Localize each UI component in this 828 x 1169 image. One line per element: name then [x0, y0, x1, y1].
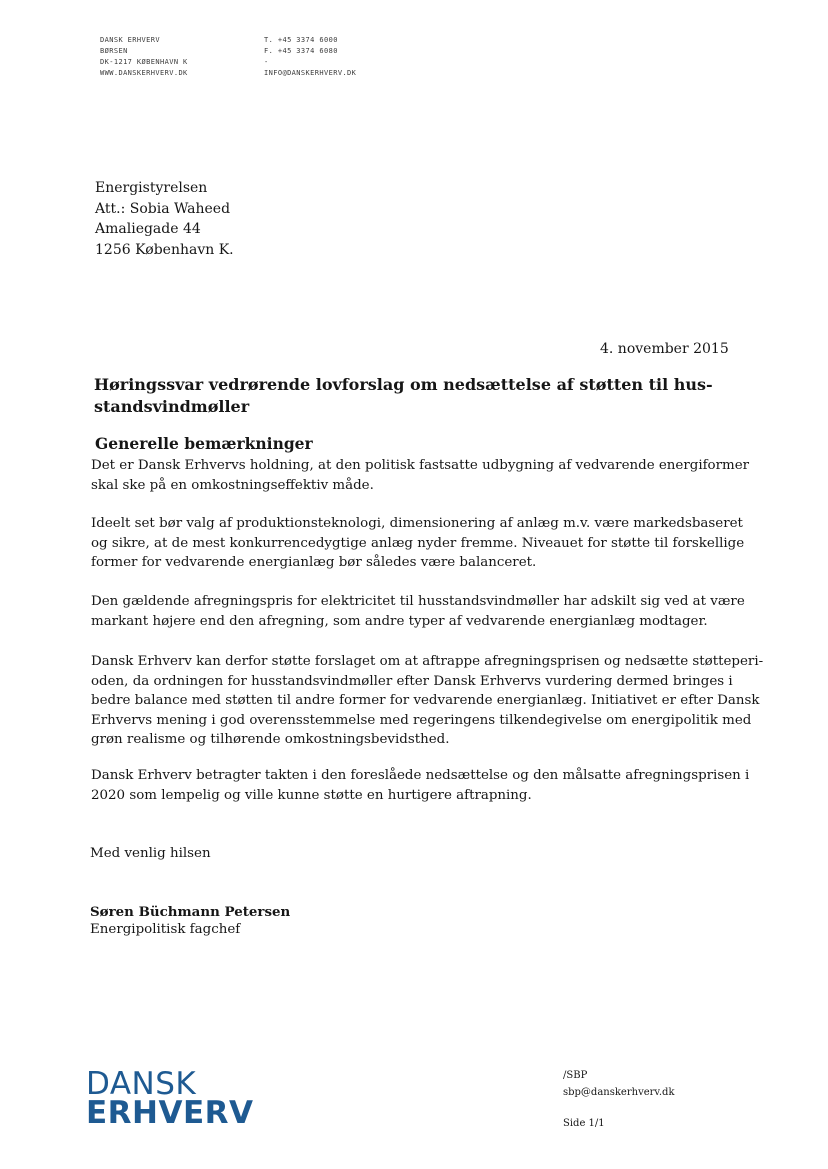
paragraph-line: Det er Dansk Erhvervs holdning, at den politisk fastsatte udbygning af vedvarende energiformer [91, 458, 750, 473]
paragraph-line: oden, da ordningen for husstandsvindmøller efter Dansk Erhvervs vurdering dermed bringes i [91, 673, 733, 689]
letterhead-city: DK-1217 KØBENHAVN K [100, 58, 188, 66]
paragraph [91, 456, 750, 495]
logo-word-bottom: ERHVERV [86, 1095, 254, 1131]
paragraph-line: 2020 som lempelig og ville kunne støtte en hurtigere aftrapning. [91, 787, 532, 803]
paragraph-line: Ideelt set bør valg af produktionsteknologi, dimensionering af anlæg m.v. være markedsbaseret [91, 516, 743, 531]
paragraph-line: skal ske på en omkostningseffektiv måde. [91, 477, 374, 493]
letterhead-building: BØRSEN [100, 47, 128, 55]
recipient-line: 1256 København K. [95, 241, 234, 258]
paragraph [91, 592, 745, 631]
recipient-line: Energistyrelsen [95, 180, 208, 196]
letterhead-phone: T. +45 3374 6000 [264, 36, 338, 44]
company-logo [86, 1066, 254, 1131]
letterhead-dash: - [264, 58, 269, 66]
footer-email: sbp@danskerhverv.dk [563, 1087, 675, 1098]
signer-title: Energipolitisk fagchef [90, 922, 241, 937]
letterhead-website: WWW.DANSKERHVERV.DK [100, 69, 188, 77]
recipient-line: Att.: Sobia Waheed [95, 200, 231, 217]
paragraph-line: markant højere end den afregning, som andre typer af vedvarende energianlæg modtager. [91, 613, 708, 629]
letterhead-email: INFO@DANSKERHVERV.DK [264, 69, 357, 77]
letterhead-fax: F. +45 3374 6080 [264, 47, 338, 55]
section-heading: Generelle bemærkninger [95, 434, 313, 453]
letter-title [94, 374, 714, 418]
title-line: Høringssvar vedrørende lovforslag om nedsættelse af støtten til hus- [94, 375, 713, 394]
paragraph-line: bedre balance med støtten til andre former for vedvarende energianlæg. Initiativet er efter Dansk [91, 693, 760, 708]
letter-date: 4. november 2015 [600, 341, 729, 357]
footer-initials: /SBP [563, 1070, 588, 1081]
paragraph-line: grøn realisme og tilhørende omkostningsbevidsthed. [91, 732, 450, 747]
paragraph-line: former for vedvarende energianlæg bør således være balanceret. [91, 555, 537, 570]
paragraph [91, 652, 764, 750]
paragraph [91, 766, 750, 805]
paragraph-line: Dansk Erhverv betragter takten i den foreslåede nedsættelse og den målsatte afregningsprisen i [91, 768, 750, 783]
signer-name: Søren Büchmann Petersen [90, 904, 291, 920]
letterhead-contact [264, 35, 356, 79]
recipient-address [95, 178, 234, 260]
paragraph-line: Den gældende afregningspris for elektricitet til husstandsvindmøller har adskilt sig ved at være [91, 594, 745, 609]
letterhead-address [100, 35, 188, 79]
letterhead-company: DANSK ERHVERV [100, 36, 160, 44]
page-number: Side 1/1 [563, 1118, 605, 1129]
paragraph [91, 514, 745, 573]
paragraph-line: Dansk Erhverv kan derfor støtte forslaget om at aftrappe afregningsprisen og nedsætte støtteperi- [91, 654, 764, 669]
logo-word-top: DANSK [86, 1066, 197, 1102]
recipient-line: Amaliegade 44 [95, 221, 201, 237]
title-line: standsvindmøller [94, 397, 250, 416]
paragraph-line: Erhvervs mening i god overensstemmelse med regeringens tilkendegivelse om energipolitik med [91, 712, 752, 728]
closing-salutation: Med venlig hilsen [90, 846, 211, 861]
paragraph-line: og sikre, at de mest konkurrencedygtige anlæg nyder fremme. Niveauet for støtte til forskellige [91, 535, 745, 551]
